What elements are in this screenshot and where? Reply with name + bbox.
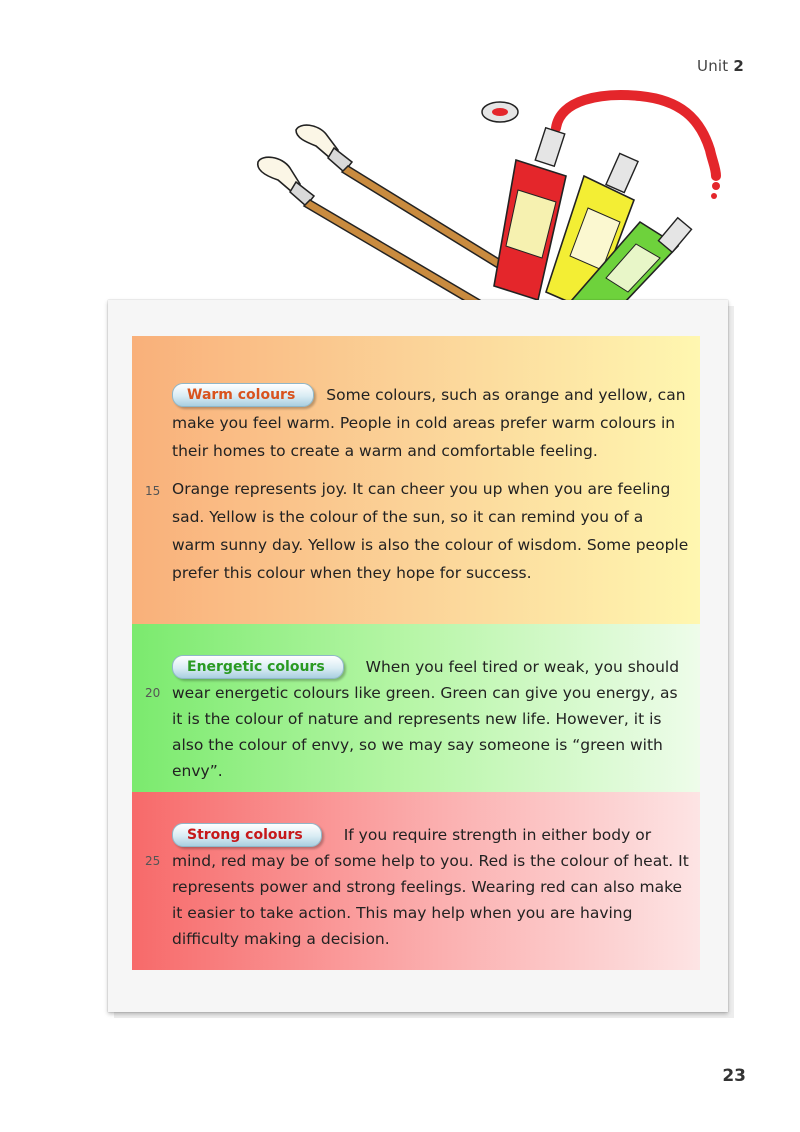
unit-number: 2 [733,57,744,75]
line-number: 25 [145,854,161,868]
warm-colours-paragraph-2 [145,475,690,587]
energetic-colours-text: When you feel tired or weak, you should wear energetic colours like green. Green can give you energy, as it is the colour of nature and represents new life. However, it is also the colour of envy, so we may say someone is “green with envy”. [172,658,680,780]
energetic-colours-paragraph [145,624,690,784]
line-number: 15 [145,484,161,498]
paintbrush-icon [296,125,520,278]
energetic-colours-panel [132,624,700,792]
unit-word: Unit [697,57,729,75]
warm-colours-text-2: Orange represents joy. It can cheer you up when you are feeling sad. Yellow is the colour of the sun, so it can remind you of a warm sunny day. Yellow is also the colour of wisdom. Some people prefer this colour when they hope for success. [172,480,689,582]
paint-illustration [0,0,800,340]
strong-colours-paragraph [145,792,690,952]
strong-colours-panel [132,792,700,970]
energetic-colours-heading: Energetic colours [172,655,344,679]
page-number: 23 [722,1066,746,1086]
line-number: 20 [145,686,161,700]
warm-colours-text-1: Some colours, such as orange and yellow, can make you feel warm. People in cold areas prefer warm colours in their homes to create a warm and comfortable feeling. [172,386,686,460]
paint-cap-icon [482,102,518,122]
strong-colours-heading: Strong colours [172,823,322,847]
warm-colours-paragraph-1 [172,336,690,465]
warm-colours-panel [132,336,700,624]
strong-colours-text: If you require strength in either body or mind, red may be of some help to you. Red is the colour of heat. It represents power and strong feelings. Wearing red can also make it easier to take action. This may help when you are having difficulty making a decision. [172,826,689,948]
warm-colours-heading: Warm colours [172,383,314,407]
